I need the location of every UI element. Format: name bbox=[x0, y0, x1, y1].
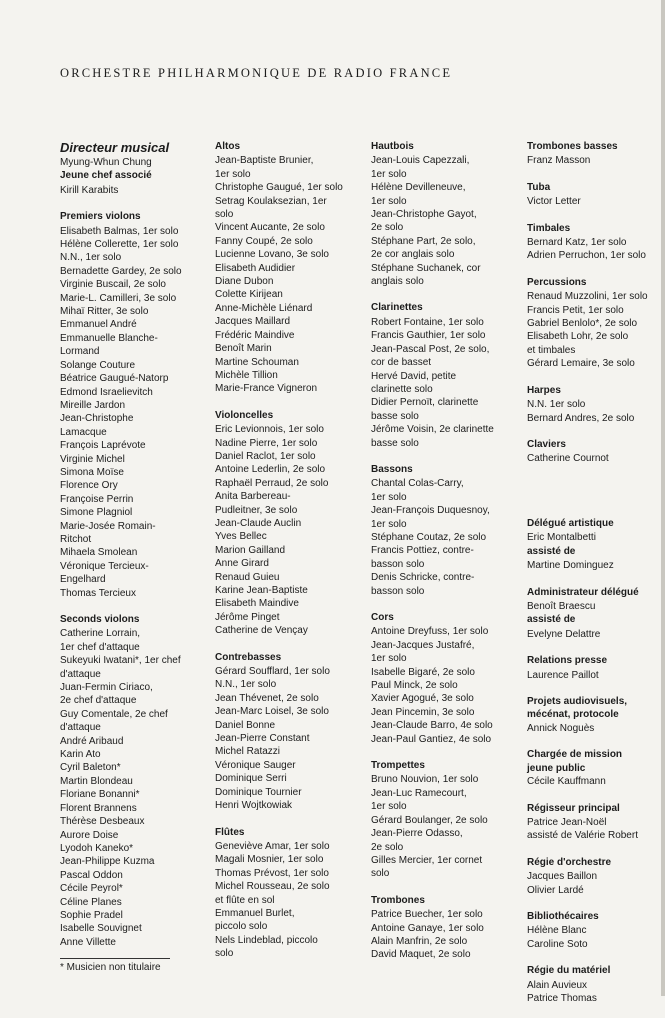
roster-line: Bruno Nouvion, 1er solo bbox=[371, 774, 479, 786]
roster-line: anglais solo bbox=[371, 276, 424, 288]
roster-line: 1er solo bbox=[371, 195, 407, 207]
section-heading: Tuba bbox=[527, 181, 551, 193]
roster-line: Hélène Devilleneuve, bbox=[371, 182, 466, 194]
roster-line: Jean-Claude Auclin bbox=[215, 517, 302, 529]
roster-line: Marion Gailland bbox=[215, 544, 286, 556]
roster-line: Olivier Lardé bbox=[527, 884, 584, 896]
roster-line: Marie-L. Camilleri, 3e solo bbox=[60, 292, 177, 304]
roster-line: Elisabeth Balmas, 1er solo bbox=[60, 225, 179, 237]
roster-line: Bernard Andres, 2e solo bbox=[527, 412, 635, 424]
section-seconds-violons bbox=[60, 613, 210, 949]
roster-line: Véronique Sauger bbox=[215, 759, 296, 771]
roster-line: Franz Masson bbox=[527, 155, 591, 167]
section-flutes bbox=[215, 826, 365, 961]
column-1 bbox=[60, 140, 210, 962]
roster-line: 1er solo bbox=[371, 168, 407, 180]
roster-line: Gilles Mercier, 1er cornet bbox=[371, 854, 483, 866]
section-heading-line: Projets audiovisuels, bbox=[527, 696, 628, 708]
roster-line: Martin Blondeau bbox=[60, 775, 133, 787]
roster-line: Thérèse Desbeaux bbox=[60, 816, 145, 828]
roster-line: N.N., 1er solo bbox=[60, 252, 122, 264]
roster-line: Jean-Pascal Post, 2e solo, bbox=[371, 343, 490, 355]
roster-line: Vincent Aucante, 2e solo bbox=[215, 222, 325, 234]
section-heading: Administrateur délégué bbox=[527, 586, 639, 598]
roster-line: Daniel Raclot, 1er solo bbox=[215, 450, 316, 462]
roster-line: Geneviève Amar, 1er solo bbox=[215, 840, 330, 852]
roster-line: Anne Girard bbox=[215, 558, 269, 570]
section-heading-line: Chargée de mission bbox=[527, 749, 623, 761]
roster-line: Jean-Marc Loisel, 3e solo bbox=[215, 706, 329, 718]
page-title: ORCHESTRE PHILHARMONIQUE DE RADIO FRANCE bbox=[60, 66, 453, 80]
section-directeur bbox=[60, 140, 210, 197]
roster-line: solo bbox=[215, 209, 234, 221]
roster-line: solo bbox=[215, 948, 234, 960]
section-premiers-violons bbox=[60, 210, 210, 600]
section-heading-line: mécénat, protocole bbox=[527, 709, 619, 721]
roster-line: Francis Gauthier, 1er solo bbox=[371, 330, 486, 342]
roster-line: 2e solo bbox=[371, 222, 404, 234]
roster-line: Francis Pottiez, contre- bbox=[371, 545, 474, 557]
roster-line: Antoine Ganaye, 1er solo bbox=[371, 922, 484, 934]
section-trompettes bbox=[371, 759, 523, 881]
roster-line: François Laprévote bbox=[60, 440, 146, 452]
roster-line: Hélène Collerette, 1er solo bbox=[60, 239, 179, 251]
roster-line: Jean-François Duquesnoy, bbox=[371, 505, 490, 517]
roster-line: Yves Bellec bbox=[215, 531, 267, 543]
roster-line: Cyril Baleton* bbox=[60, 762, 121, 774]
section-heading: Bibliothécaires bbox=[527, 910, 599, 922]
roster-line: Antoine Dreyfuss, 1er solo bbox=[371, 626, 489, 638]
roster-line: Lamacque bbox=[60, 426, 107, 438]
roster-line: Virginie Michel bbox=[60, 453, 125, 465]
roster-line: Fanny Coupé, 2e solo bbox=[215, 235, 313, 247]
roster-line: Françoise Perrin bbox=[60, 493, 134, 505]
roster-line: Jacques Baillon bbox=[527, 871, 598, 883]
roster-line: Marie-Josée Romain- bbox=[60, 520, 156, 532]
roster-line: Magali Mosnier, 1er solo bbox=[215, 854, 324, 866]
roster-line: Jean Pincemin, 3e solo bbox=[371, 706, 475, 718]
roster-line: Eric Montalbetti bbox=[527, 532, 596, 544]
roster-line: Gérard Boulanger, 2e solo bbox=[371, 814, 488, 826]
roster-line: Patrice Thomas bbox=[527, 992, 597, 1004]
roster-line: Florence Ory bbox=[60, 480, 118, 492]
roster-line: Pudleitner, 3e solo bbox=[215, 504, 298, 516]
section-heading: Claviers bbox=[527, 438, 566, 450]
column-2 bbox=[215, 140, 365, 974]
roster-line: Martine Schouman bbox=[215, 356, 299, 368]
roster-line: Paul Minck, 2e solo bbox=[371, 680, 458, 692]
roster-line: 1er solo bbox=[371, 653, 407, 665]
roster-line: Eric Levionnois, 1er solo bbox=[215, 424, 324, 436]
section-contrebasses bbox=[215, 651, 365, 813]
section-claviers bbox=[527, 438, 659, 466]
roster-line: Dominique Serri bbox=[215, 773, 287, 785]
roster-line: Catherine de Vençay bbox=[215, 625, 308, 637]
section-heading: Régisseur principal bbox=[527, 802, 620, 814]
roster-line: N.N., 1er solo bbox=[215, 679, 277, 691]
roster-line: Jean-Louis Capezzali, bbox=[371, 155, 470, 167]
roster-line: Michel Rousseau, 2e solo bbox=[215, 881, 330, 893]
section-harpes bbox=[527, 384, 659, 425]
roster-line: Renaud Guieu bbox=[215, 571, 280, 583]
roster-line: Michel Ratazzi bbox=[215, 746, 281, 758]
section-heading: Timbales bbox=[527, 222, 571, 234]
column-4-staff bbox=[527, 517, 659, 1018]
section-subheading: assisté de bbox=[527, 614, 576, 626]
roster-line: Nadine Pierre, 1er solo bbox=[215, 437, 318, 449]
section-hautbois bbox=[371, 140, 523, 288]
roster-line: Ritchot bbox=[60, 533, 92, 545]
section-altos bbox=[215, 140, 365, 396]
roster-line: Solange Couture bbox=[60, 359, 136, 371]
roster-line: Jérôme Voisin, 2e clarinette bbox=[371, 424, 494, 436]
roster-line: 1er solo bbox=[215, 168, 251, 180]
roster-line: Denis Schricke, contre- bbox=[371, 572, 475, 584]
roster-line: Jean-Pierre Odasso, bbox=[371, 828, 463, 840]
roster-line: Emmanuel André bbox=[60, 319, 137, 331]
roster-line: Lormand bbox=[60, 346, 100, 358]
roster-line: Alain Auvieux bbox=[527, 979, 588, 991]
roster-line: Setrag Koulaksezian, 1er bbox=[215, 195, 327, 207]
roster-line: basson solo bbox=[371, 558, 425, 570]
roster-line: Marie-France Vigneron bbox=[215, 383, 318, 395]
roster-line: Jean-Christophe Gayot, bbox=[371, 209, 477, 221]
roster-line: Anne Villette bbox=[60, 936, 116, 948]
roster-line: Jean-Christophe bbox=[60, 413, 134, 425]
roster-line: Francis Petit, 1er solo bbox=[527, 304, 624, 316]
roster-line: Jean-Baptiste Brunier, bbox=[215, 155, 314, 167]
roster-line: Hélène Blanc bbox=[527, 925, 587, 937]
section-heading: Harpes bbox=[527, 384, 561, 396]
roster-line: Emmanuelle Blanche- bbox=[60, 332, 158, 344]
section-regie-materiel bbox=[527, 964, 659, 1005]
roster-line: assisté de Valérie Robert bbox=[527, 830, 638, 842]
section-heading: Trombones basses bbox=[527, 141, 618, 152]
roster-line: d'attaque bbox=[60, 668, 101, 680]
roster-line: Laurence Paillot bbox=[527, 669, 599, 681]
roster-line: Céline Planes bbox=[60, 896, 122, 908]
roster-line: Adrien Perruchon, 1er solo bbox=[527, 250, 646, 262]
section-violoncelles bbox=[215, 409, 365, 638]
roster-line: Jean Thévenet, 2e solo bbox=[215, 692, 319, 704]
roster-line: Diane Dubon bbox=[215, 276, 274, 288]
page-edge bbox=[661, 0, 665, 996]
column-4-instruments bbox=[527, 140, 659, 479]
roster-line: Victor Letter bbox=[527, 196, 581, 208]
section-trombones bbox=[371, 894, 523, 962]
roster-line: Sukeyuki Iwatani*, 1er chef bbox=[60, 655, 181, 667]
roster-line: Benoît Marin bbox=[215, 343, 272, 355]
roster-line: André Aribaud bbox=[60, 735, 124, 747]
section-trombones-basses bbox=[527, 140, 659, 168]
roster-line: Alain Manfrin, 2e solo bbox=[371, 935, 468, 947]
roster-line: Karin Ato bbox=[60, 749, 101, 761]
roster-line: Anne-Michèle Liénard bbox=[215, 302, 313, 314]
roster-line: Véronique Tercieux- bbox=[60, 560, 149, 572]
roster-line: d'attaque bbox=[60, 722, 101, 734]
section-delegue-artistique bbox=[527, 517, 659, 573]
roster-line: Jean-Luc Ramecourt, bbox=[371, 787, 467, 799]
footnote-divider bbox=[60, 958, 170, 959]
roster-line: Benoît Braescu bbox=[527, 601, 596, 613]
roster-line: 1er chef d'attaque bbox=[60, 641, 140, 653]
roster-line: Lucienne Lovano, 3e solo bbox=[215, 249, 329, 261]
roster-line: Elisabeth Lohr, 2e solo bbox=[527, 331, 629, 343]
section-heading: Violoncelles bbox=[215, 409, 274, 421]
roster-line: Chantal Colas-Carry, bbox=[371, 478, 464, 490]
roster-line: et timbales bbox=[527, 344, 576, 356]
roster-line: Simone Plagniol bbox=[60, 507, 133, 519]
roster-line: Florent Brannens bbox=[60, 802, 137, 814]
roster-line: Colette Kirijean bbox=[215, 289, 283, 301]
roster-line: Elisabeth Audidier bbox=[215, 262, 296, 274]
roster-line: N.N. 1er solo bbox=[527, 399, 586, 411]
roster-line: Bernard Katz, 1er solo bbox=[527, 237, 627, 249]
roster-line: Henri Wojtkowiak bbox=[215, 800, 293, 812]
roster-line: Mihaela Smolean bbox=[60, 547, 138, 559]
roster-line: Bernadette Gardey, 2e solo bbox=[60, 265, 182, 277]
roster-line: Jacques Maillard bbox=[215, 316, 291, 328]
section-heading: Premiers violons bbox=[60, 211, 141, 223]
roster-line: basson solo bbox=[371, 585, 425, 597]
roster-line: piccolo solo bbox=[215, 921, 268, 933]
roster-line: Karine Jean-Baptiste bbox=[215, 585, 308, 596]
roster-line: Gabriel Benlolo*, 2e solo bbox=[527, 318, 638, 330]
roster-line: Cécile Peyrol* bbox=[60, 883, 123, 895]
roster-line: solo bbox=[371, 868, 390, 880]
roster-line: Simona Moïse bbox=[60, 466, 124, 478]
section-heading: Seconds violons bbox=[60, 614, 140, 625]
section-regie-orchestre bbox=[527, 856, 659, 897]
roster-line: Robert Fontaine, 1er solo bbox=[371, 316, 484, 328]
roster-line: 2e cor anglais solo bbox=[371, 249, 455, 261]
roster-line: Jean-Paul Gantiez, 4e solo bbox=[371, 733, 492, 745]
section-heading: Trompettes bbox=[371, 760, 425, 772]
roster-line: Annick Noguès bbox=[527, 722, 595, 734]
roster-line: Frédéric Maindive bbox=[215, 329, 295, 341]
roster-line: Stéphane Suchanek, cor bbox=[371, 262, 481, 274]
roster-line: Jean-Pierre Constant bbox=[215, 733, 310, 745]
roster-line: Sophie Pradel bbox=[60, 909, 123, 921]
roster-line: Raphaël Perraud, 2e solo bbox=[215, 477, 329, 489]
roster-line: basse solo bbox=[371, 410, 419, 422]
roster-line: Cécile Kauffmann bbox=[527, 776, 606, 788]
roster-line: Catherine Cournot bbox=[527, 453, 609, 465]
column-3 bbox=[371, 140, 523, 975]
roster-line: Juan-Fermin Ciriaco, bbox=[60, 682, 153, 694]
roster-line: Gérard Lemaire, 3e solo bbox=[527, 358, 635, 370]
roster-line: 2e solo bbox=[371, 841, 404, 853]
section-heading: Hautbois bbox=[371, 141, 414, 152]
section-heading: Altos bbox=[215, 141, 240, 152]
roster-line: Edmond Israelievitch bbox=[60, 386, 153, 398]
roster-line: Engelhard bbox=[60, 574, 106, 586]
roster-line: Pascal Oddon bbox=[60, 869, 123, 881]
section-tuba bbox=[527, 181, 659, 209]
section-heading-line: jeune public bbox=[527, 762, 586, 774]
section-subheading: Jeune chef associé bbox=[60, 170, 152, 182]
roster-line: Antoine Lederlin, 2e solo bbox=[215, 464, 326, 476]
roster-line: Evelyne Delattre bbox=[527, 628, 601, 640]
section-heading: Régie d'orchestre bbox=[527, 856, 612, 868]
roster-line: Patrice Jean-Noël bbox=[527, 816, 607, 828]
roster-line: Kirill Karabits bbox=[60, 184, 119, 196]
section-heading: Clarinettes bbox=[371, 302, 423, 314]
footnote: * Musicien non titulaire bbox=[60, 962, 161, 973]
roster-line: Michèle Tillion bbox=[215, 369, 278, 381]
section-chargee-mission bbox=[527, 748, 659, 788]
roster-line: Myung-Whun Chung bbox=[60, 157, 152, 168]
roster-line: Catherine Lorrain, bbox=[60, 628, 141, 640]
roster-line: Jean-Philippe Kuzma bbox=[60, 856, 155, 868]
section-heading: Directeur musical bbox=[60, 140, 170, 155]
roster-line: Jean-Jacques Justafré, bbox=[371, 639, 475, 651]
section-heading: Contrebasses bbox=[215, 651, 282, 663]
section-heading: Relations presse bbox=[527, 655, 608, 667]
roster-line: Emmanuel Burlet, bbox=[215, 907, 295, 919]
roster-line: Renaud Muzzolini, 1er solo bbox=[527, 291, 648, 303]
section-clarinettes bbox=[371, 301, 523, 449]
roster-line: basse solo bbox=[371, 437, 419, 449]
section-heading: Percussions bbox=[527, 276, 587, 288]
roster-line: Thomas Tercieux bbox=[60, 587, 136, 599]
roster-line: Isabelle Bigaré, 2e solo bbox=[371, 666, 475, 678]
section-heading: Flûtes bbox=[215, 826, 245, 838]
roster-line: Anita Barbereau- bbox=[215, 491, 291, 503]
section-heading: Bassons bbox=[371, 463, 413, 475]
roster-line: cor de basset bbox=[371, 357, 432, 369]
roster-line: Béatrice Gaugué-Natorp bbox=[60, 373, 169, 385]
section-heading: Délégué artistique bbox=[527, 518, 614, 529]
roster-line: Gérard Soufflard, 1er solo bbox=[215, 666, 330, 678]
section-heading: Régie du matériel bbox=[527, 965, 611, 977]
section-regisseur bbox=[527, 802, 659, 843]
roster-line: Christophe Gaugué, 1er solo bbox=[215, 182, 343, 194]
roster-line: Virginie Buscail, 2e solo bbox=[60, 279, 166, 291]
section-bibliothecaires bbox=[527, 910, 659, 951]
roster-line: Stéphane Coutaz, 2e solo bbox=[371, 531, 487, 543]
section-timbales bbox=[527, 222, 659, 263]
roster-line: Floriane Bonanni* bbox=[60, 789, 140, 801]
roster-line: Caroline Soto bbox=[527, 938, 588, 950]
section-heading: Trombones bbox=[371, 894, 425, 906]
roster-line: 1er solo bbox=[371, 491, 407, 503]
section-heading: Cors bbox=[371, 612, 394, 623]
roster-line: Thomas Prévost, 1er solo bbox=[215, 867, 329, 879]
roster-line: et flûte en sol bbox=[215, 894, 275, 906]
roster-line: Mihaï Ritter, 3e solo bbox=[60, 306, 149, 318]
section-projets bbox=[527, 695, 659, 735]
section-bassons bbox=[371, 463, 523, 598]
roster-line: Nels Lindeblad, piccolo bbox=[215, 934, 318, 946]
section-subheading: assisté de bbox=[527, 545, 576, 557]
roster-line: Daniel Bonne bbox=[215, 719, 276, 731]
roster-line: Jérôme Pinget bbox=[215, 611, 280, 623]
roster-line: Lyodoh Kaneko* bbox=[60, 842, 134, 854]
roster-line: Mireille Jardon bbox=[60, 399, 126, 411]
roster-line: Aurore Doise bbox=[60, 829, 119, 841]
roster-line: Isabelle Souvignet bbox=[60, 923, 142, 935]
roster-line: clarinette solo bbox=[371, 383, 433, 395]
roster-line: Patrice Buecher, 1er solo bbox=[371, 909, 483, 921]
roster-line: Guy Comentale, 2e chef bbox=[60, 708, 168, 720]
section-relations-presse bbox=[527, 654, 659, 682]
section-administrateur bbox=[527, 586, 659, 642]
section-percussions bbox=[527, 276, 659, 371]
roster-line: 1er solo bbox=[371, 801, 407, 813]
roster-line: Didier Pernoït, clarinette bbox=[371, 397, 479, 409]
section-cors bbox=[371, 611, 523, 746]
roster-line: Dominique Tournier bbox=[215, 786, 302, 798]
roster-line: Martine Dominguez bbox=[527, 560, 614, 572]
roster-line: 1er solo bbox=[371, 518, 407, 530]
roster-line: 2e chef d'attaque bbox=[60, 695, 137, 707]
roster-line: Hervé David, petite bbox=[371, 370, 457, 382]
roster-line: Stéphane Part, 2e solo, bbox=[371, 235, 476, 247]
roster-line: David Maquet, 2e solo bbox=[371, 949, 471, 961]
roster-line: Xavier Agogué, 3e solo bbox=[371, 693, 474, 705]
roster-line: Jean-Claude Barro, 4e solo bbox=[371, 720, 493, 732]
roster-line: Elisabeth Maindive bbox=[215, 598, 299, 610]
